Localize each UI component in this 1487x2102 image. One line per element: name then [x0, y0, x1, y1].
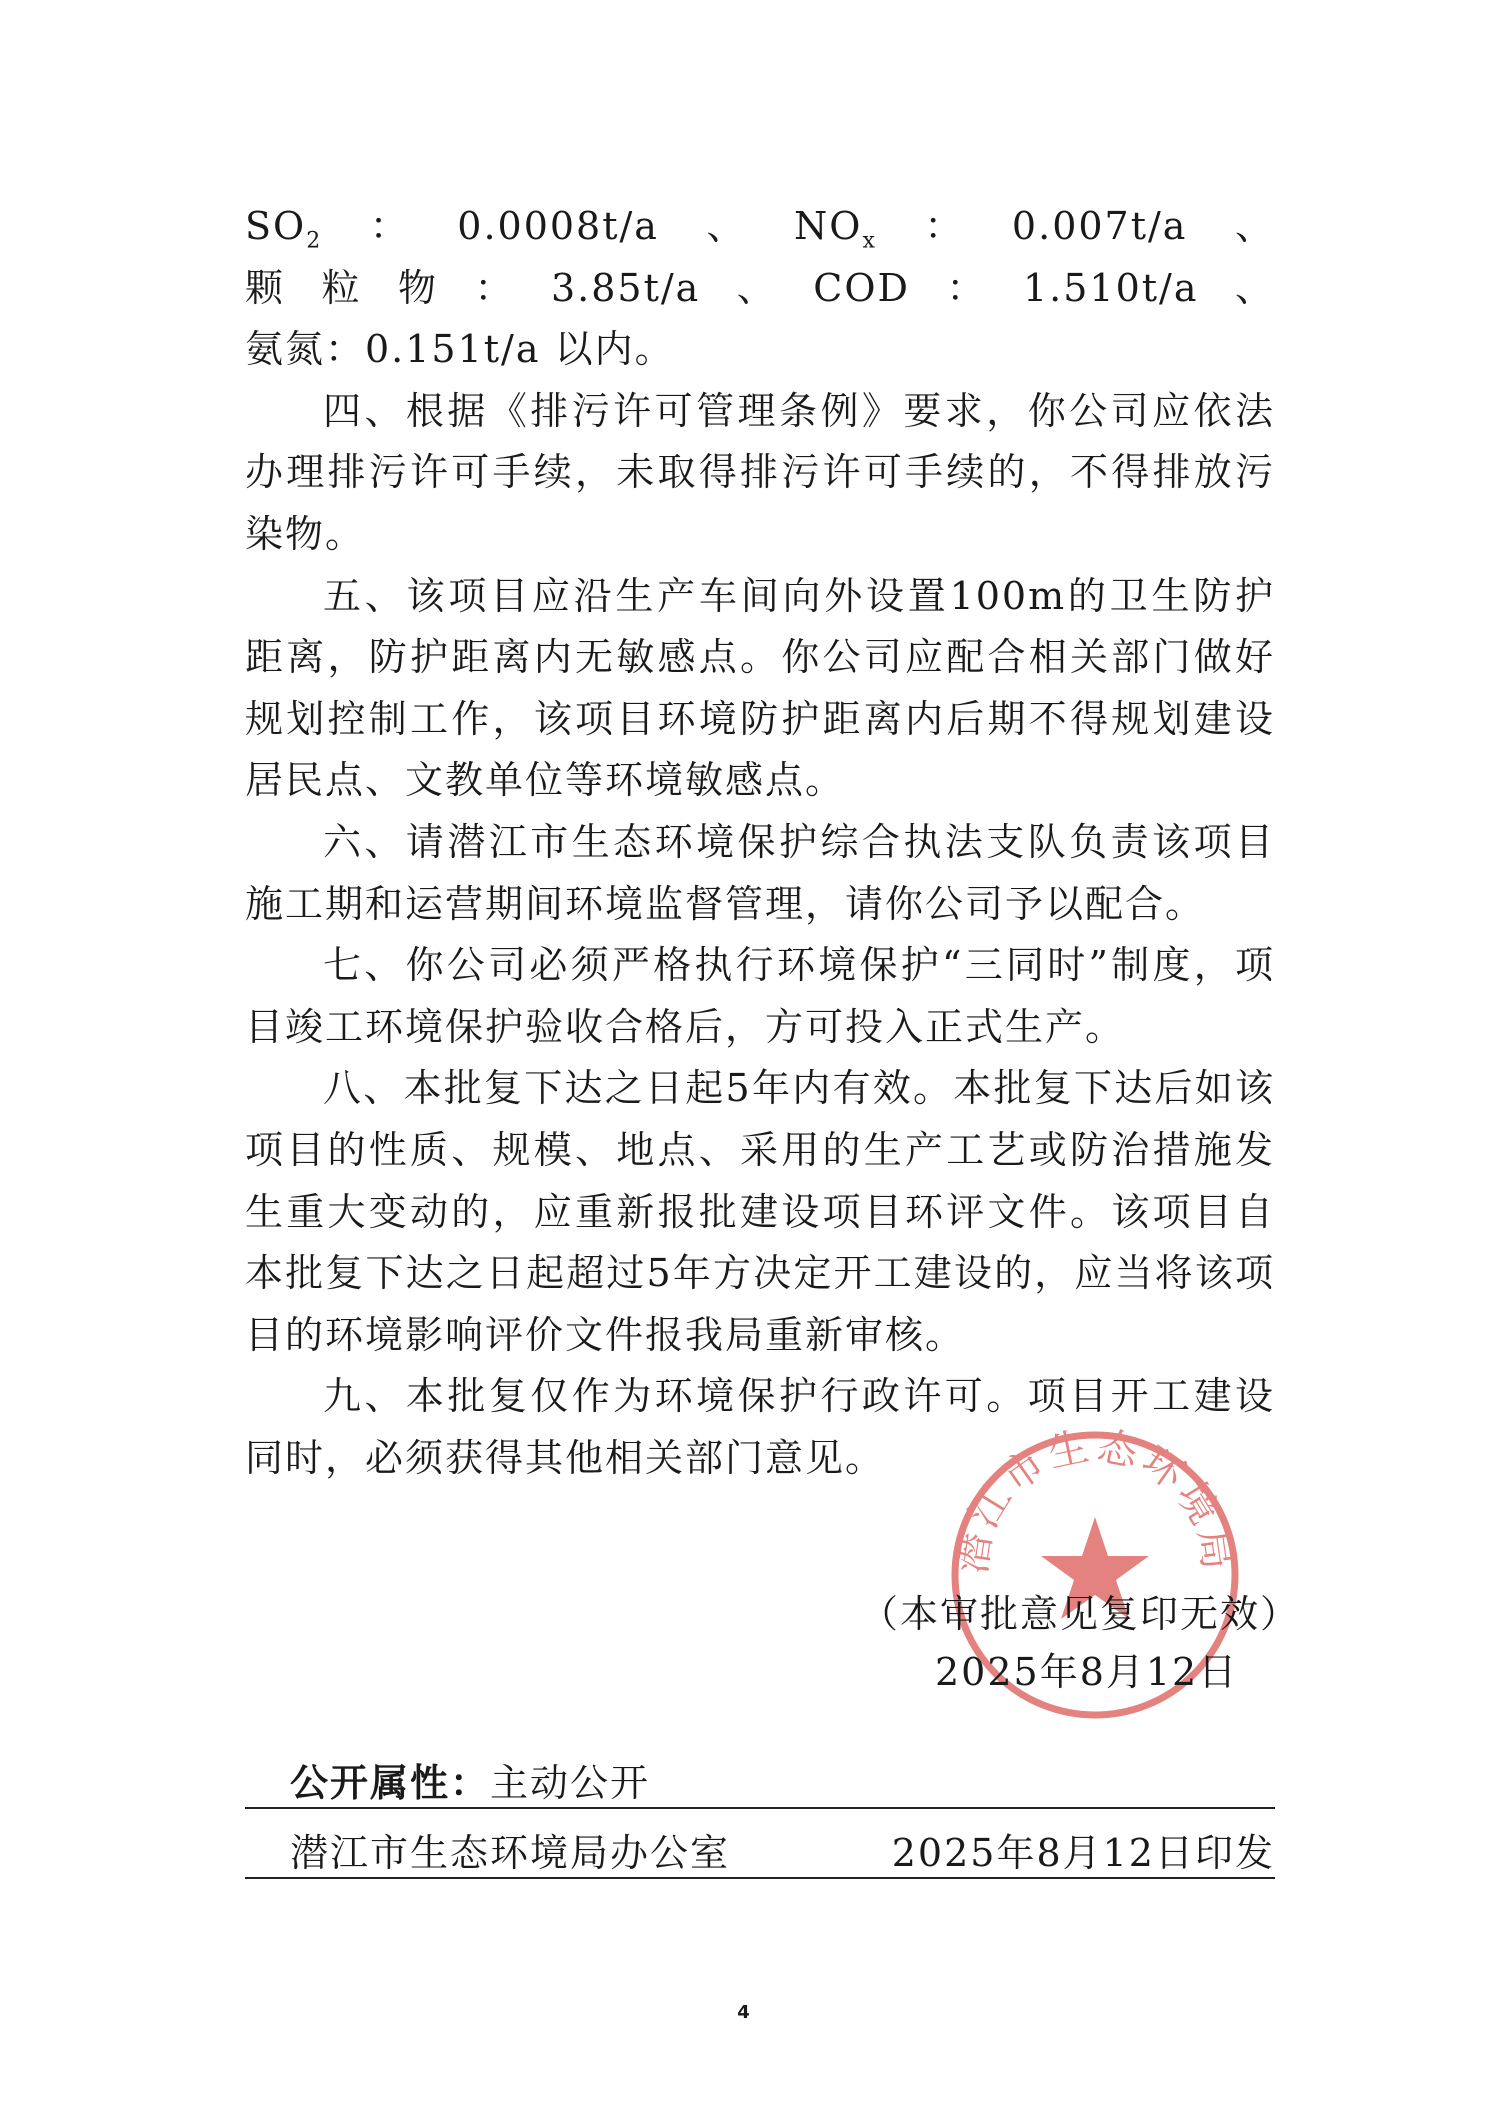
ammonia-limit: 氨氮：0.151t/a — [245, 327, 555, 372]
issue-date: 2025年8月12日印发 — [891, 1831, 1275, 1875]
disclosure-label: 公开属性： — [290, 1761, 491, 1805]
seal-text: 潜江市生态环境局 — [949, 1425, 1241, 1577]
paragraph-5: 五、该项目应沿生产车间向外设置100m的卫生防护距离，防护距离内无敏感点。你公司应配合相关部门做好规划控制工作，该项目环境防护距离内后期不得规划建设居民点、文教单位等环境敏感点。 — [245, 573, 1275, 803]
issuing-office: 潜江市生态环境局办公室 — [290, 1831, 731, 1875]
footer-divider-bottom — [245, 1877, 1275, 1879]
disclosure-value: 主动公开 — [490, 1761, 651, 1805]
paragraph-8: 八、本批复下达之日起5年内有效。本批复下达后如该项目的性质、规模、地点、采用的生产工艺或防治措施发生重大变动的，应重新报批建设项目环评文件。该项目自本批复下达之日起超过5年方决定开工建设的，应当将该项目的环境影响评价文件报我局重新审核。 — [245, 1066, 1275, 1357]
paragraph-6: 六、请潜江市生态环境保护综合执法支队负责该项目施工期和运营期间环境监督管理，请你公司予以配合。 — [245, 819, 1275, 926]
body-text — [245, 196, 1275, 1489]
copy-invalid-note: （本审批意见复印无效） — [860, 1592, 1301, 1636]
emission-limits-paragraph — [245, 196, 1275, 381]
so2-limit: $SO_2$：0.0008t/a、 — [245, 204, 795, 254]
paragraph-4: 四、根据《排污许可管理条例》要求，你公司应依法办理排污许可手续，未取得排污许可手续的，不得排放污染物。 — [245, 388, 1275, 556]
paragraph-9: 九、本批复仅作为环境保护行政许可。项目开工建设同时，必须获得其他相关部门意见。 — [245, 1374, 1275, 1480]
nox-limit: $NO_x$：0.007t/a、 — [794, 204, 1275, 254]
cod-label: COD： — [813, 265, 1023, 310]
footer-divider-top — [245, 1807, 1275, 1809]
page-number: 4 — [737, 2002, 750, 2023]
cod-value: 1.510t/a、 — [1022, 265, 1275, 310]
paragraph-7: 七、你公司必须严格执行环境保护“三同时”制度，项目竣工环境保护验收合格后，方可投入正式生产。 — [245, 943, 1275, 1049]
emission-suffix: 以内。 — [554, 327, 675, 372]
signature-date: 2025年8月12日 — [935, 1650, 1239, 1694]
pm-limit: 颗粒物：3.85t/a、 — [245, 265, 814, 310]
